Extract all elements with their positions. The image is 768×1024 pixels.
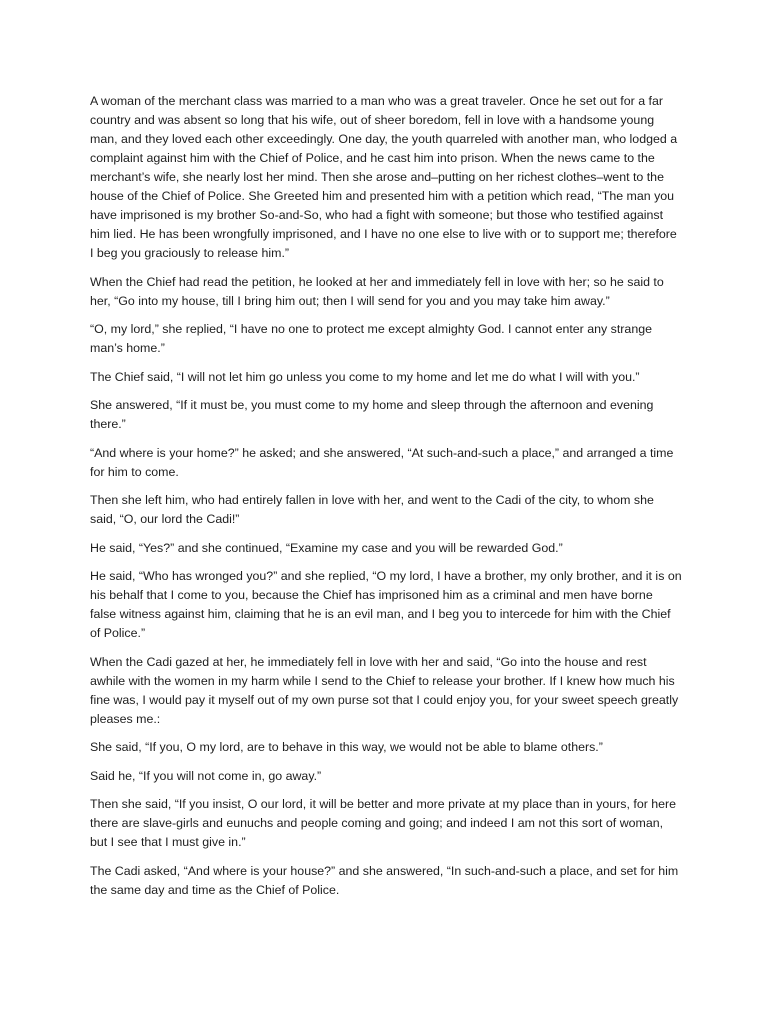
- paragraph: “And where is your home?” he asked; and she answered, “At such-and-such a place,” and arranged a time for him to come.: [90, 445, 674, 479]
- paragraph: A woman of the merchant class was married to a man who was a great traveler. Once he set out for a far country and was absent so long that his wife, out of sheer boredom, fell in love with a handsome young man, and they loved each other exceedingly. One day, the youth quarreled with another man, who lodged a complaint against him with the Chief of Police, and he cast him into prison. When the news came to the merchant’s wife, she nearly lost her mind. Then she arose and–putting on her richest clothes–went to the house of the Chief of Police. She Greeted him and presented him with a petition which read, “The man you have imprisoned is my brother So-and-So, who had a fight with someone; but those who testified against him lied. He has been wrongfully imprisoned, and I have no one else to live with or to support me; therefore I beg you graciously to release him.”: [90, 94, 678, 260]
- paragraph: “O, my lord,” she replied, “I have no one to protect me except almighty God. I cannot enter any strange man’s home.”: [90, 322, 652, 355]
- document-body: [90, 92, 682, 909]
- paragraph: The Cadi asked, “And where is your house?” and she answered, “In such-and-such a place, and set for him the same day and time as the Chief of Police.: [90, 863, 679, 897]
- paragraph: She said, “If you, O my lord, are to behave in this way, we would not be able to blame others.”: [90, 740, 603, 754]
- paragraph: She answered, “If it must be, you must come to my home and sleep through the afternoon and evening there.”: [90, 398, 654, 431]
- paragraph: Then she left him, who had entirely fallen in love with her, and went to the Cadi of the city, to whom she said, “O, our lord the Cadi!”: [90, 493, 654, 526]
- paragraph: Said he, “If you will not come in, go away.”: [90, 768, 322, 783]
- paragraph: Then she said, “If you insist, O our lord, it will be better and more private at my place than in yours, for here there are slave-girls and eunuchs and people coming and going; and indeed I am not this sort of woman, but I see that I must give in.”: [90, 797, 677, 849]
- paragraph: He said, “Who has wronged you?” and she replied, “O my lord, I have a brother, my only brother, and it is on his behalf that I come to you, because the Chief has imprisoned him as a criminal and men have borne false witness against him, claiming that he is an evil man, and I beg you to intercede for him with the Chief of Police.”: [90, 569, 682, 640]
- paragraph: The Chief said, “I will not let him go unless you come to my home and let me do what I will with you.”: [90, 369, 640, 384]
- paragraph: When the Chief had read the petition, he looked at her and immediately fell in love with her; so he said to her, “Go into my house, till I bring him out; then I will send for you and you may take him away.”: [90, 274, 664, 308]
- paragraph: When the Cadi gazed at her, he immediately fell in love with her and said, “Go into the house and rest awhile with the women in my harm while I send to the Chief to release your brother. If I knew how much his fine was, I would pay it myself out of my own purse sot that I could enjoy you, for your sweet speech greatly pleases me.:: [90, 654, 679, 726]
- paragraph: He said, “Yes?” and she continued, “Examine my case and you will be rewarded God.”: [90, 540, 563, 555]
